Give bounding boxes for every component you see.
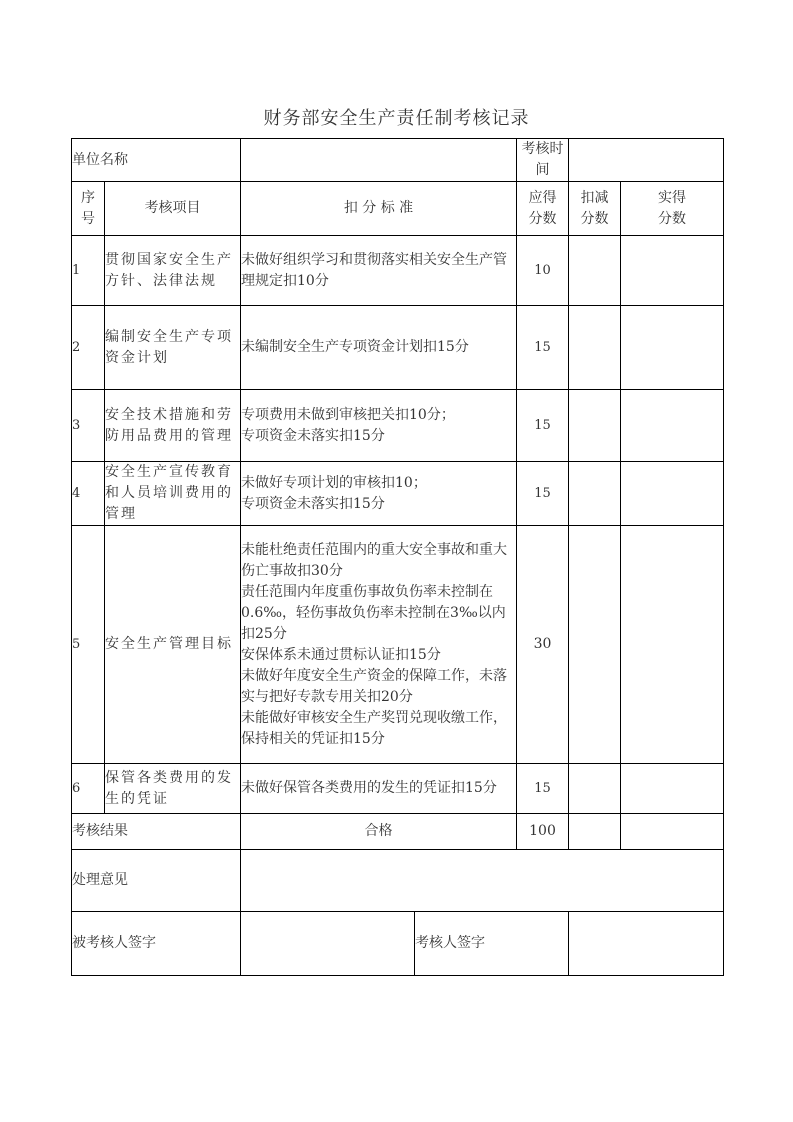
header-no-line1: 序 — [81, 189, 95, 206]
standard-line: 专项费用未做到审核把关扣10分； — [241, 406, 455, 423]
assessment-table — [71, 138, 724, 976]
row-standard — [241, 390, 517, 462]
header-actual-line2: 分数 — [658, 210, 686, 227]
row-item: 安全生产管理目标 — [105, 526, 241, 764]
standard-line: 未做好保管各类费用的发生的凭证扣15分 — [241, 780, 497, 796]
row-due-score: 10 — [517, 236, 569, 306]
result-row — [72, 814, 724, 850]
row-standard — [241, 236, 517, 306]
row-no: 4 — [72, 462, 105, 526]
standard-line: 安保体系未通过贯标认证扣15分 — [241, 646, 441, 663]
standard-line: 专项资金未落实扣15分 — [241, 427, 385, 444]
row-actual-score[interactable] — [621, 526, 724, 764]
header-deduct-line2: 分数 — [580, 210, 609, 227]
header-no-line2: 号 — [81, 210, 95, 227]
standard-line: 专项资金未落实扣15分 — [241, 495, 385, 512]
result-label: 考核结果 — [72, 814, 241, 850]
row-item: 安全技术措施和劳防用品费用的管理 — [105, 390, 241, 462]
unit-name-label: 单位名称 — [72, 139, 241, 182]
standard-line: 未做好年度安全生产资金的保障工作，未落实与把好专款专用关扣20分 — [241, 667, 507, 705]
standard-line: 未能做好审核安全生产奖罚兑现收缴工作，保持相关的凭证扣15分 — [241, 709, 507, 747]
row-due-score: 15 — [517, 390, 569, 462]
opinion-row — [72, 850, 724, 912]
row-deduct-score[interactable] — [569, 526, 621, 764]
table-row — [72, 306, 724, 390]
table-row — [72, 462, 724, 526]
row-standard — [241, 526, 517, 764]
row-item: 编制安全生产专项资金计划 — [105, 306, 241, 390]
examinee-sign-label: 被考核人签字 — [72, 912, 241, 976]
result-value: 合格 — [241, 814, 517, 850]
row-no: 2 — [72, 306, 105, 390]
header-due — [517, 182, 569, 236]
assessment-time-field[interactable] — [569, 139, 724, 182]
row-no: 3 — [72, 390, 105, 462]
table-row — [72, 764, 724, 814]
result-deduct-total[interactable] — [569, 814, 621, 850]
row-due-score: 15 — [517, 462, 569, 526]
row-deduct-score[interactable] — [569, 462, 621, 526]
unit-row — [72, 139, 724, 182]
row-actual-score[interactable] — [621, 462, 724, 526]
standard-line: 责任范围内年度重伤事故负伤率未控制在0.6‰，轻伤事故负伤率未控制在3‰以内扣25分 — [241, 583, 506, 642]
signature-row — [72, 912, 724, 976]
examiner-sign-field[interactable] — [569, 912, 724, 976]
row-standard — [241, 764, 517, 814]
opinion-field[interactable] — [241, 850, 724, 912]
header-row — [72, 182, 724, 236]
row-actual-score[interactable] — [621, 764, 724, 814]
row-no: 1 — [72, 236, 105, 306]
standard-line: 未编制安全生产专项资金计划扣15分 — [241, 339, 469, 355]
row-item: 贯彻国家安全生产方针、法律法规 — [105, 236, 241, 306]
row-deduct-score[interactable] — [569, 390, 621, 462]
header-no — [72, 182, 105, 236]
row-deduct-score[interactable] — [569, 236, 621, 306]
assessment-time-label: 考核时间 — [517, 139, 569, 182]
row-standard — [241, 306, 517, 390]
opinion-label: 处理意见 — [72, 850, 241, 912]
header-deduct-line1: 扣减 — [580, 189, 609, 206]
unit-name-field[interactable] — [241, 139, 517, 182]
header-standard: 扣 分 标 准 — [241, 182, 517, 236]
result-total: 100 — [517, 814, 569, 850]
header-due-line2: 分数 — [528, 210, 557, 227]
row-deduct-score[interactable] — [569, 764, 621, 814]
row-due-score: 15 — [517, 306, 569, 390]
row-no: 5 — [72, 526, 105, 764]
row-item: 安全生产宣传教育和人员培训费用的管理 — [105, 462, 241, 526]
examinee-sign-field[interactable] — [241, 912, 415, 976]
header-item: 考核项目 — [105, 182, 241, 236]
standard-line: 未做好组织学习和贯彻落实相关安全生产管理规定扣10分 — [241, 251, 507, 289]
row-due-score: 15 — [517, 764, 569, 814]
row-due-score: 30 — [517, 526, 569, 764]
result-actual-total[interactable] — [621, 814, 724, 850]
row-no: 6 — [72, 764, 105, 814]
standard-line: 未能杜绝责任范围内的重大安全事故和重大伤亡事故扣30分 — [241, 541, 507, 579]
header-deduct — [569, 182, 621, 236]
row-actual-score[interactable] — [621, 306, 724, 390]
header-due-line1: 应得 — [528, 189, 557, 206]
table-row — [72, 236, 724, 306]
table-row — [72, 390, 724, 462]
table-row — [72, 526, 724, 764]
header-actual-line1: 实得 — [658, 189, 686, 206]
row-actual-score[interactable] — [621, 390, 724, 462]
header-actual — [621, 182, 724, 236]
examiner-sign-label: 考核人签字 — [415, 912, 569, 976]
row-standard — [241, 462, 517, 526]
document-title: 财务部安全生产责任制考核记录 — [263, 108, 530, 129]
standard-line: 未做好专项计划的审核扣10； — [241, 474, 427, 491]
row-deduct-score[interactable] — [569, 306, 621, 390]
row-actual-score[interactable] — [621, 236, 724, 306]
row-item: 保管各类费用的发生的凭证 — [105, 764, 241, 814]
